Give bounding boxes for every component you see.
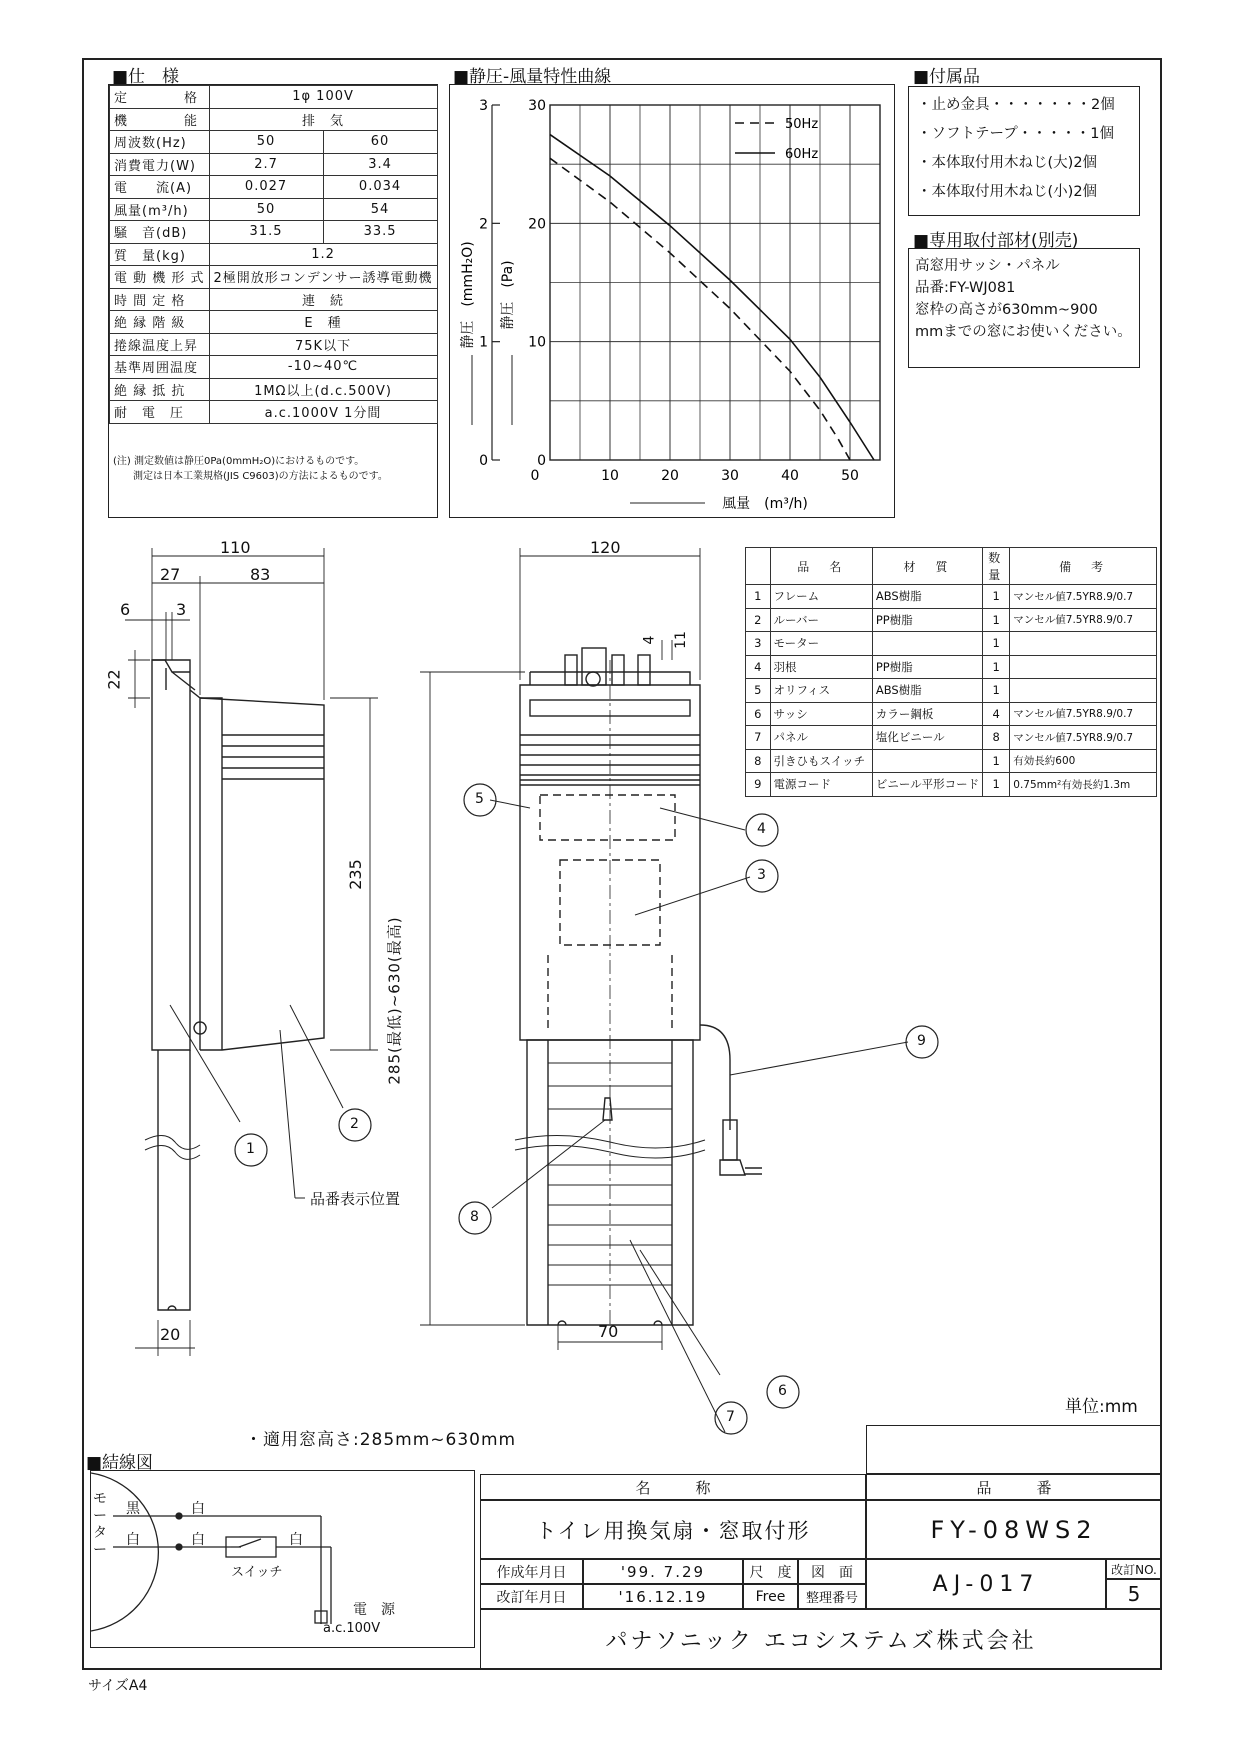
parts-header: 材 質: [872, 548, 982, 585]
parts-cell: 1: [746, 585, 771, 609]
paper-size: サイズA4: [88, 1678, 148, 1694]
spec-value: 50: [209, 198, 323, 221]
spec-row: [110, 311, 438, 334]
parts-cell: [872, 749, 982, 773]
option-line: mmまでの窓にお使いください。: [915, 324, 1132, 340]
chart-box: [449, 84, 895, 518]
spec-value: 連 続: [209, 288, 437, 311]
parts-row: [746, 585, 1157, 609]
spec-row: [110, 198, 438, 221]
spec-row: [110, 243, 438, 266]
spec-value: 1MΩ以上(d.c.500V): [209, 378, 437, 401]
parts-cell: [1010, 632, 1157, 656]
dim-83: 83: [250, 565, 271, 584]
dim-22: 22: [104, 669, 124, 690]
parts-cell: 1: [983, 632, 1010, 656]
option-line: 品番:FY-WJ081: [915, 280, 1016, 296]
tb-rev-number: 5: [1106, 1579, 1162, 1609]
spec-value: 1φ 100V: [209, 86, 437, 109]
parts-row: [746, 773, 1157, 797]
callout-7: 7: [726, 1409, 735, 1425]
spec-value: a.c.1000V 1分間: [209, 401, 437, 424]
spec-row: [110, 378, 438, 401]
parts-cell: ルーバー: [770, 608, 872, 632]
y2-tick-label: 1: [479, 334, 488, 351]
unit-label: 単位:mm: [1065, 1397, 1138, 1417]
accessory-item: ・本体取付用木ねじ(小)2個: [917, 184, 1098, 200]
x-tick-label: 30: [721, 468, 739, 484]
spec-value: 0.034: [323, 176, 437, 199]
spec-key: 消費電力(W): [110, 153, 210, 176]
parts-cell: PP樹脂: [872, 608, 982, 632]
spec-row: [110, 333, 438, 356]
callout-1: 1: [246, 1141, 255, 1157]
parts-header: 数量: [983, 548, 1010, 585]
parts-cell: PP樹脂: [872, 655, 982, 679]
accessory-item: ・止め金具・・・・・・・2個: [917, 97, 1115, 113]
dim-120: 120: [590, 538, 621, 557]
spec-value: 33.5: [323, 221, 437, 244]
spec-row: [110, 108, 438, 131]
parts-cell: マンセル値7.5YR8.9/0.7: [1010, 608, 1157, 632]
parts-row: [746, 749, 1157, 773]
parts-cell: ビニール平形コード: [872, 773, 982, 797]
y-axis-label: 静圧 (Pa): [500, 260, 516, 330]
dim-27: 27: [160, 565, 181, 584]
parts-cell: 1: [983, 608, 1010, 632]
spec-key: 基準周囲温度: [110, 356, 210, 379]
parts-table: [745, 547, 1157, 797]
spec-row: [110, 356, 438, 379]
spec-note-2: 測定は日本工業規格(JIS C9603)の方法によるものです。: [113, 471, 388, 482]
callout-5: 5: [475, 791, 484, 807]
parts-row: [746, 726, 1157, 750]
spec-row: [110, 221, 438, 244]
parts-cell: [1010, 679, 1157, 703]
motor-label: モーター: [93, 1491, 107, 1558]
x-tick-label: 50: [841, 468, 859, 484]
parts-cell: 6: [746, 702, 771, 726]
spec-row: [110, 288, 438, 311]
parts-cell: マンセル値7.5YR8.9/0.7: [1010, 726, 1157, 750]
spec-note-1: (注) 測定数値は静圧0Pa(0mmH₂O)におけるものです。: [113, 456, 365, 467]
tb-scale-value: Free: [743, 1584, 798, 1609]
parts-row: [746, 655, 1157, 679]
part-no-position-label: 品番表示位置: [310, 1190, 401, 1208]
spec-value: 2.7: [209, 153, 323, 176]
parts-cell: 1: [983, 773, 1010, 797]
parts-row: [746, 702, 1157, 726]
spec-row: [110, 86, 438, 109]
spec-value: E 種: [209, 311, 437, 334]
legend-label: 50Hz: [785, 117, 819, 132]
parts-cell: オリフィス: [770, 679, 872, 703]
dim-6: 6: [120, 600, 131, 619]
power-label: 電 源: [353, 1602, 395, 1618]
options-title: ■専用取付部材(別売): [913, 231, 1079, 251]
dim-20: 20: [160, 1325, 181, 1344]
spec-value: 排 気: [209, 108, 437, 131]
parts-cell: 羽根: [770, 655, 872, 679]
series-line-60Hz: [550, 135, 874, 460]
spec-key: 周波数(Hz): [110, 131, 210, 154]
parts-header: [746, 548, 771, 585]
tb-company: パナソニック エコシステムズ株式会社: [480, 1609, 1162, 1670]
spec-key: 電 流(A): [110, 176, 210, 199]
y2-axis-label: 静圧 (mmH₂O): [460, 241, 476, 349]
spec-value: -10~40℃: [209, 356, 437, 379]
y-tick-label: 20: [528, 216, 546, 233]
parts-header: 品 名: [770, 548, 872, 585]
tb-model-number: FY-08WS2: [866, 1500, 1162, 1559]
tb-blank: [866, 1425, 1162, 1474]
parts-cell: 3: [746, 632, 771, 656]
options-box: [908, 248, 1140, 368]
dim-4: 4: [641, 635, 658, 645]
spec-key: 質 量(kg): [110, 243, 210, 266]
spec-box: [108, 84, 438, 518]
spec-title: ■仕 様: [112, 67, 180, 87]
wire-white-4: 白: [289, 1532, 303, 1548]
spec-key: 捲線温度上昇: [110, 333, 210, 356]
y-tick-label: 10: [528, 334, 546, 351]
callout-3: 3: [757, 867, 766, 883]
x-tick-label: 40: [781, 468, 799, 484]
parts-cell: 1: [983, 679, 1010, 703]
callout-4: 4: [757, 821, 766, 837]
spec-key: 絶 縁 抵 抗: [110, 378, 210, 401]
parts-cell: ABS樹脂: [872, 585, 982, 609]
parts-cell: サッシ: [770, 702, 872, 726]
wire-white-3: 白: [191, 1532, 205, 1548]
parts-cell: モーター: [770, 632, 872, 656]
window-height-label: ・適用窓高さ:285mm~630mm: [245, 1430, 517, 1450]
y-tick-label: 30: [528, 98, 546, 114]
accessories-box: [908, 86, 1140, 216]
parts-cell: 引きひもスイッチ: [770, 749, 872, 773]
spec-key: 絶 縁 階 級: [110, 311, 210, 334]
parts-cell: パネル: [770, 726, 872, 750]
tb-scale-label: 尺 度: [743, 1559, 798, 1584]
spec-key: 定 格: [110, 86, 210, 109]
y2-tick-label: 3: [479, 98, 488, 114]
dim-235: 235: [345, 859, 365, 890]
power-spec: a.c.100V: [323, 1621, 381, 1636]
tb-no-header: 品 番: [866, 1474, 1162, 1500]
legend-label: 60Hz: [785, 147, 819, 162]
spec-value: 50: [209, 131, 323, 154]
wire-white-2: 白: [126, 1532, 140, 1548]
spec-row: [110, 401, 438, 424]
parts-cell: 有効長約600: [1010, 749, 1157, 773]
spec-key: 騒 音(dB): [110, 221, 210, 244]
wire-black: 黒: [126, 1501, 140, 1517]
parts-cell: [1010, 655, 1157, 679]
spec-row: [110, 153, 438, 176]
tb-created-date: '99. 7.29: [583, 1559, 743, 1584]
spec-value: 75K以下: [209, 333, 437, 356]
wiring-title: ■結線図: [86, 1453, 154, 1473]
callout-9: 9: [917, 1033, 926, 1049]
parts-cell: ABS樹脂: [872, 679, 982, 703]
spec-key: 時 間 定 格: [110, 288, 210, 311]
spec-value: 31.5: [209, 221, 323, 244]
spec-key: 機 能: [110, 108, 210, 131]
x-axis-label: 風量 (m³/h): [722, 496, 808, 512]
dim-height-range: 285(最低)~630(最高): [385, 916, 404, 1085]
accessory-item: ・ソフトテープ・・・・・1個: [917, 126, 1114, 142]
parts-cell: 1: [983, 585, 1010, 609]
parts-cell: 1: [983, 749, 1010, 773]
parts-cell: 4: [983, 702, 1010, 726]
y-tick-label: 0: [537, 453, 546, 469]
spec-row: [110, 131, 438, 154]
parts-row: [746, 679, 1157, 703]
tb-revised-date: '16.12.19: [583, 1584, 743, 1609]
dim-3: 3: [176, 600, 187, 619]
spec-row: [110, 176, 438, 199]
tb-rev-label: 改訂NO.: [1106, 1559, 1162, 1579]
parts-cell: 1: [983, 655, 1010, 679]
spec-value: 0.027: [209, 176, 323, 199]
tb-created-label: 作成年月日: [480, 1559, 583, 1584]
spec-key: 電 動 機 形 式: [110, 266, 210, 289]
y2-tick-label: 0: [479, 453, 488, 469]
parts-cell: マンセル値7.5YR8.9/0.7: [1010, 585, 1157, 609]
tb-drawing-number: AJ-017: [866, 1559, 1106, 1609]
y2-tick-label: 2: [479, 216, 488, 233]
spec-row: [110, 266, 438, 289]
tb-name-header: 名 称: [480, 1474, 866, 1500]
accessories-title: ■付属品: [913, 67, 981, 87]
parts-cell: 8: [983, 726, 1010, 750]
dim-110: 110: [220, 538, 251, 557]
tb-drawing-label: 図 面: [798, 1559, 866, 1584]
spec-key: 耐 電 圧: [110, 401, 210, 424]
parts-cell: マンセル値7.5YR8.9/0.7: [1010, 702, 1157, 726]
option-line: 窓枠の高さが630mm~900: [915, 302, 1098, 318]
parts-cell: [872, 632, 982, 656]
parts-row: [746, 608, 1157, 632]
spec-value: 1.2: [209, 243, 437, 266]
spec-value: 2極開放形コンデンサー誘導電動機: [209, 266, 437, 289]
parts-cell: 2: [746, 608, 771, 632]
callout-6: 6: [778, 1383, 787, 1399]
wiring-box: [90, 1470, 475, 1648]
spec-value: 60: [323, 131, 437, 154]
wire-white-1: 白: [191, 1501, 205, 1517]
parts-cell: カラー鋼板: [872, 702, 982, 726]
parts-cell: 塩化ビニール: [872, 726, 982, 750]
dim-70: 70: [598, 1322, 619, 1341]
parts-cell: 5: [746, 679, 771, 703]
pq-chart: [450, 85, 893, 515]
parts-row: [746, 632, 1157, 656]
spec-value: 3.4: [323, 153, 437, 176]
parts-cell: 8: [746, 749, 771, 773]
parts-cell: 9: [746, 773, 771, 797]
dim-11: 11: [672, 631, 689, 649]
parts-cell: 7: [746, 726, 771, 750]
parts-cell: 4: [746, 655, 771, 679]
callout-8: 8: [470, 1209, 479, 1225]
accessory-item: ・本体取付用木ねじ(大)2個: [917, 155, 1098, 171]
tb-product-name: トイレ用換気扇・窓取付形: [480, 1500, 866, 1559]
x-tick-label: 0: [530, 468, 540, 484]
parts-cell: フレーム: [770, 585, 872, 609]
parts-cell: 0.75mm²有効長約1.3m: [1010, 773, 1157, 797]
parts-header: 備 考: [1010, 548, 1157, 585]
parts-cell: 電源コード: [770, 773, 872, 797]
spec-table: [109, 85, 438, 424]
callout-2: 2: [350, 1116, 359, 1132]
switch-label: スイッチ: [231, 1565, 283, 1580]
spec-value: 54: [323, 198, 437, 221]
x-tick-label: 10: [601, 468, 619, 484]
spec-key: 風量(m³/h): [110, 198, 210, 221]
chart-title: ■静圧-風量特性曲線: [453, 67, 612, 87]
x-tick-label: 20: [661, 468, 679, 484]
option-line: 高窓用サッシ・パネル: [915, 258, 1060, 274]
tb-revised-label: 改訂年月日: [480, 1584, 583, 1609]
tb-serial-label: 整理番号: [798, 1584, 866, 1609]
